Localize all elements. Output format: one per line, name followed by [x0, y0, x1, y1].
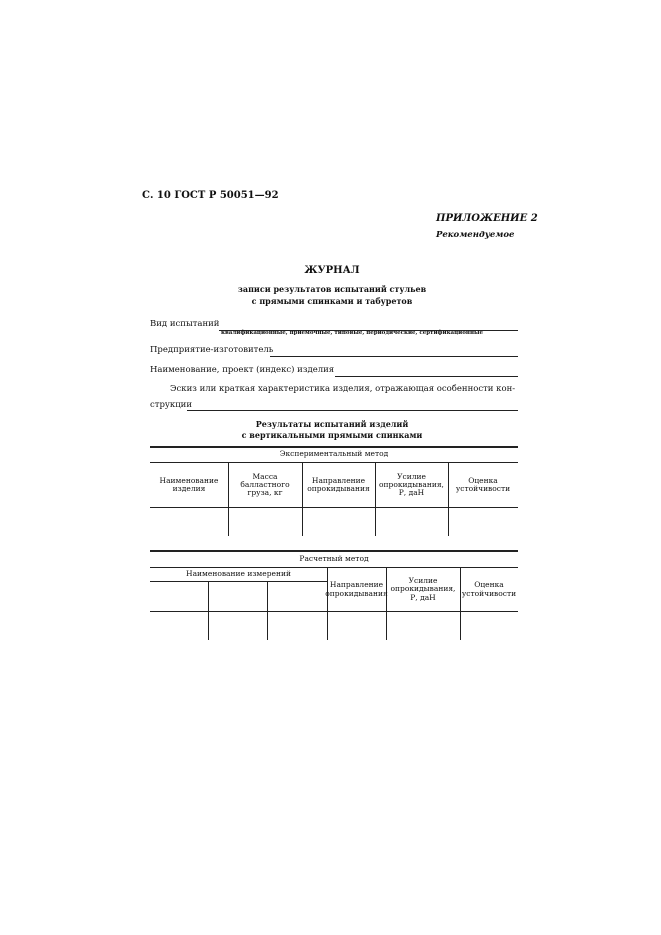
column-header: Направление опрокидывания — [307, 475, 370, 493]
column-divider — [208, 582, 209, 640]
table-caption: Экспериментальный метод — [279, 449, 389, 459]
table-rule — [150, 507, 518, 508]
column-header: Направление опрокидывания — [325, 580, 388, 598]
sketch-label-line-2: струкции — [150, 400, 193, 410]
subtitle-line-2: с прямыми спинками и табуретов — [251, 296, 413, 306]
manufacturer-label: Предприятие-изготовитель — [150, 345, 274, 355]
manufacturer-field[interactable] — [270, 356, 518, 357]
product-label: Наименование, проект (индекс) изделия — [150, 365, 335, 375]
column-header: Усилие опрокидывания, Р, даН — [390, 576, 456, 602]
results-title-line-1: Результаты испытаний изделий — [255, 419, 409, 429]
table-rule — [150, 550, 518, 552]
group-header: Наименование измерений — [186, 568, 291, 578]
results-title-line-2: с вертикальными прямыми спинками — [241, 430, 423, 440]
page-reference: С. 10 ГОСТ Р 50051—92 — [142, 190, 279, 201]
column-divider — [267, 582, 268, 640]
table-caption: Расчетный метод — [299, 554, 369, 564]
column-header: Оценка устойчивости — [461, 580, 517, 598]
column-header: Оценка устойчивости — [455, 475, 511, 493]
test-type-hint: квалификационные, приемочные, типовые, периодические, сертификационные — [221, 330, 483, 336]
appendix-status: Рекомендуемое — [436, 230, 515, 240]
sketch-field[interactable] — [187, 410, 518, 411]
appendix-label: ПРИЛОЖЕНИЕ 2 — [436, 213, 538, 224]
test-type-label: Вид испытаний — [150, 319, 220, 329]
document-title: ЖУРНАЛ — [304, 265, 360, 276]
table-rule — [150, 611, 518, 612]
column-header: Масса балластного груза, кг — [240, 471, 290, 498]
column-header: Наименование изделия — [159, 475, 219, 493]
product-field[interactable] — [335, 376, 518, 377]
subtitle-line-1: записи результатов испытаний стульев — [237, 284, 427, 294]
sketch-label-line-1: Эскиз или краткая характеристика изделия, отражающая особенности кон- — [170, 384, 516, 394]
column-header: Усилие опрокидывания, Р, даН — [379, 471, 444, 498]
table-rule — [150, 581, 327, 582]
